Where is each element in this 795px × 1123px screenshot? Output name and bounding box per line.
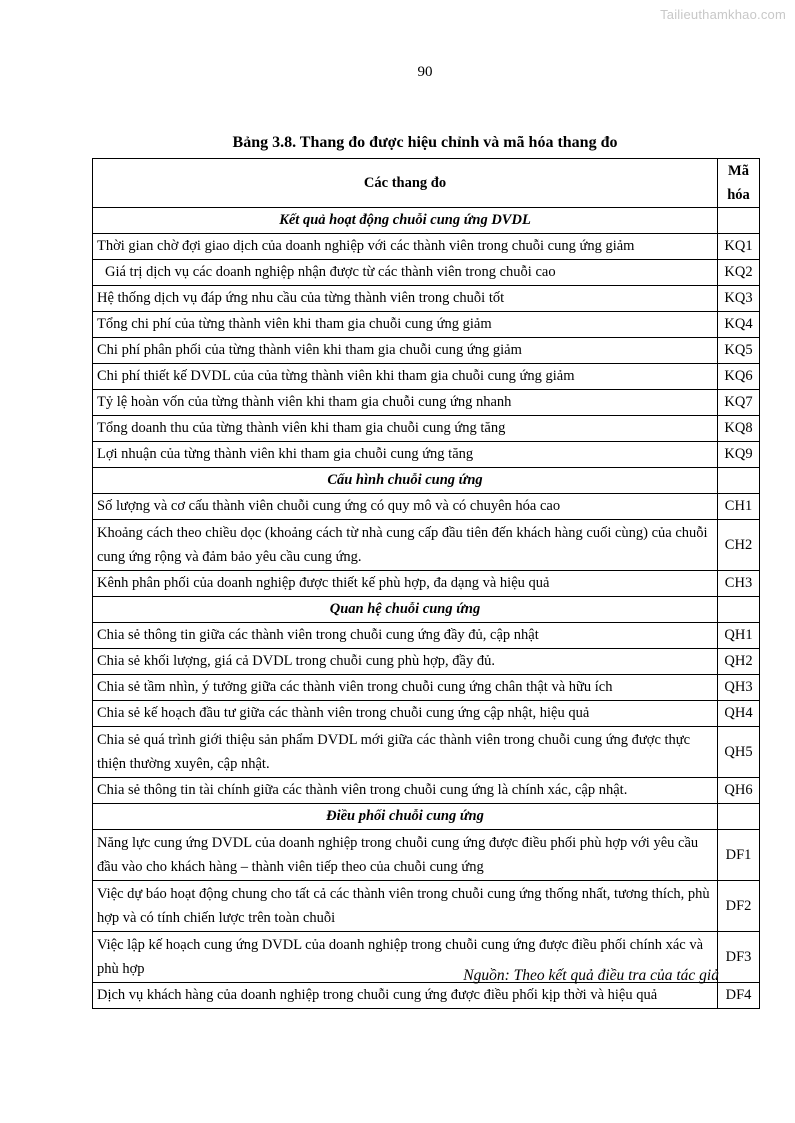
scale-table (92, 158, 760, 1009)
scale-code: DF2 (718, 881, 760, 932)
section-row (93, 597, 760, 623)
scale-code: KQ1 (718, 234, 760, 260)
scale-item: Kênh phân phối của doanh nghiệp được thiết kế phù hợp, đa dạng và hiệu quả (93, 571, 718, 597)
section-title: Kết quả hoạt động chuỗi cung ứng DVDL (93, 208, 718, 234)
scale-item: Việc lập kế hoạch cung ứng DVDL của doanh nghiệp trong chuỗi cung ứng được điều phối chính xác và phù hợp (93, 932, 718, 983)
scale-code: CH1 (718, 494, 760, 520)
scale-code: DF4 (718, 983, 760, 1009)
scale-code: KQ8 (718, 416, 760, 442)
table-row (93, 286, 760, 312)
table-row (93, 312, 760, 338)
scale-code: CH2 (718, 520, 760, 571)
scale-item: Năng lực cung ứng DVDL của doanh nghiệp trong chuỗi cung ứng được điều phối phù hợp với yêu cầu đầu vào cho khách hàng – thành viên tiếp theo của chuỗi cung ứng (93, 830, 718, 881)
scale-code: CH3 (718, 571, 760, 597)
table-row (93, 701, 760, 727)
section-row (93, 208, 760, 234)
table-row (93, 416, 760, 442)
scale-code: QH4 (718, 701, 760, 727)
scale-code: QH5 (718, 727, 760, 778)
scale-item: Chia sẻ quá trình giới thiệu sản phẩm DVDL mới giữa các thành viên trong chuỗi cung ứng được thực thiện thường xuyên, cập nhật. (93, 727, 718, 778)
scale-code: KQ7 (718, 390, 760, 416)
table-body (93, 159, 760, 1009)
scale-item: Chia sẻ thông tin tài chính giữa các thành viên trong chuỗi cung ứng là chính xác, cập nhật. (93, 778, 718, 804)
scale-code: KQ4 (718, 312, 760, 338)
section-row (93, 468, 760, 494)
scale-code: KQ2 (718, 260, 760, 286)
section-code-empty (718, 804, 760, 830)
scale-item: Tổng doanh thu của từng thành viên khi tham gia chuỗi cung ứng tăng (93, 416, 718, 442)
scale-item: Tổng chi phí của từng thành viên khi tham gia chuỗi cung ứng giảm (93, 312, 718, 338)
scale-code: KQ5 (718, 338, 760, 364)
scale-item: Tỷ lệ hoàn vốn của từng thành viên khi tham gia chuỗi cung ứng nhanh (93, 390, 718, 416)
scale-item: Chi phí phân phối của từng thành viên khi tham gia chuỗi cung ứng giảm (93, 338, 718, 364)
table-row (93, 649, 760, 675)
scale-item: Việc dự báo hoạt động chung cho tất cả các thành viên trong chuỗi cung ứng thống nhất, tương thích, phù hợp và có tính chiến lược trên toàn chuỗi (93, 881, 718, 932)
table-row (93, 778, 760, 804)
scale-item: Giá trị dịch vụ các doanh nghiệp nhận được từ các thành viên trong chuỗi cao (93, 260, 718, 286)
scale-code: KQ3 (718, 286, 760, 312)
scale-item: Chia sẻ thông tin giữa các thành viên trong chuỗi cung ứng đầy đủ, cập nhật (93, 623, 718, 649)
scale-code: KQ6 (718, 364, 760, 390)
table-row (93, 442, 760, 468)
section-row (93, 804, 760, 830)
page-number: 90 (417, 64, 433, 80)
section-title: Quan hệ chuỗi cung ứng (93, 597, 718, 623)
section-code-empty (718, 597, 760, 623)
section-title: Điều phối chuỗi cung ứng (93, 804, 718, 830)
table-row (93, 494, 760, 520)
section-code-empty (718, 208, 760, 234)
table-row (93, 623, 760, 649)
table-row (93, 364, 760, 390)
table-row (93, 390, 760, 416)
scale-item: Chi phí thiết kế DVDL của của từng thành viên khi tham gia chuỗi cung ứng giảm (93, 364, 718, 390)
section-code-empty (718, 468, 760, 494)
table-row (93, 881, 760, 932)
scale-item: Khoảng cách theo chiều dọc (khoảng cách từ nhà cung cấp đầu tiên đến khách hàng cuối cùng) của chuỗi cung ứng rộng và đảm bảo yêu cầu cung ứng. (93, 520, 718, 571)
scale-code: DF1 (718, 830, 760, 881)
watermark: Tailieuthamkhao.com (660, 7, 786, 22)
table-row (93, 260, 760, 286)
table-header-row (93, 159, 760, 208)
scale-code: QH1 (718, 623, 760, 649)
source-note: Nguồn: Theo kết quả điều tra của tác giả (463, 967, 719, 984)
table-row (93, 983, 760, 1009)
scale-item: Hệ thống dịch vụ đáp ứng nhu cầu của từng thành viên trong chuỗi tốt (93, 286, 718, 312)
table-title: Bảng 3.8. Thang đo được hiệu chỉnh và mã hóa thang đo (232, 134, 618, 151)
scale-item: Chia sẻ khối lượng, giá cả DVDL trong chuỗi cung phù hợp, đầy đủ. (93, 649, 718, 675)
table-row (93, 571, 760, 597)
scale-code: QH6 (718, 778, 760, 804)
scale-item: Lợi nhuận của từng thành viên khi tham gia chuỗi cung ứng tăng (93, 442, 718, 468)
table-row (93, 234, 760, 260)
scale-item: Chia sẻ kế hoạch đầu tư giữa các thành viên trong chuỗi cung ứng cập nhật, hiệu quả (93, 701, 718, 727)
scale-item: Số lượng và cơ cấu thành viên chuỗi cung ứng có quy mô và có chuyên hóa cao (93, 494, 718, 520)
scale-code: QH3 (718, 675, 760, 701)
table-row (93, 727, 760, 778)
scale-item: Thời gian chờ đợi giao dịch của doanh nghiệp với các thành viên trong chuỗi cung ứng giảm (93, 234, 718, 260)
section-title: Cấu hình chuỗi cung ứng (93, 468, 718, 494)
header-scale: Các thang đo (93, 159, 718, 208)
scale-code: QH2 (718, 649, 760, 675)
table-row (93, 338, 760, 364)
table-row (93, 520, 760, 571)
scale-item: Dịch vụ khách hàng của doanh nghiệp trong chuỗi cung ứng được điều phối kịp thời và hiệu quả (93, 983, 718, 1009)
table-row (93, 675, 760, 701)
table-row (93, 830, 760, 881)
scale-code: KQ9 (718, 442, 760, 468)
scale-code: DF3 (718, 932, 760, 983)
header-code: Mã hóa (718, 159, 760, 208)
scale-item: Chia sẻ tầm nhìn, ý tưởng giữa các thành viên trong chuỗi cung ứng chân thật và hữu ích (93, 675, 718, 701)
